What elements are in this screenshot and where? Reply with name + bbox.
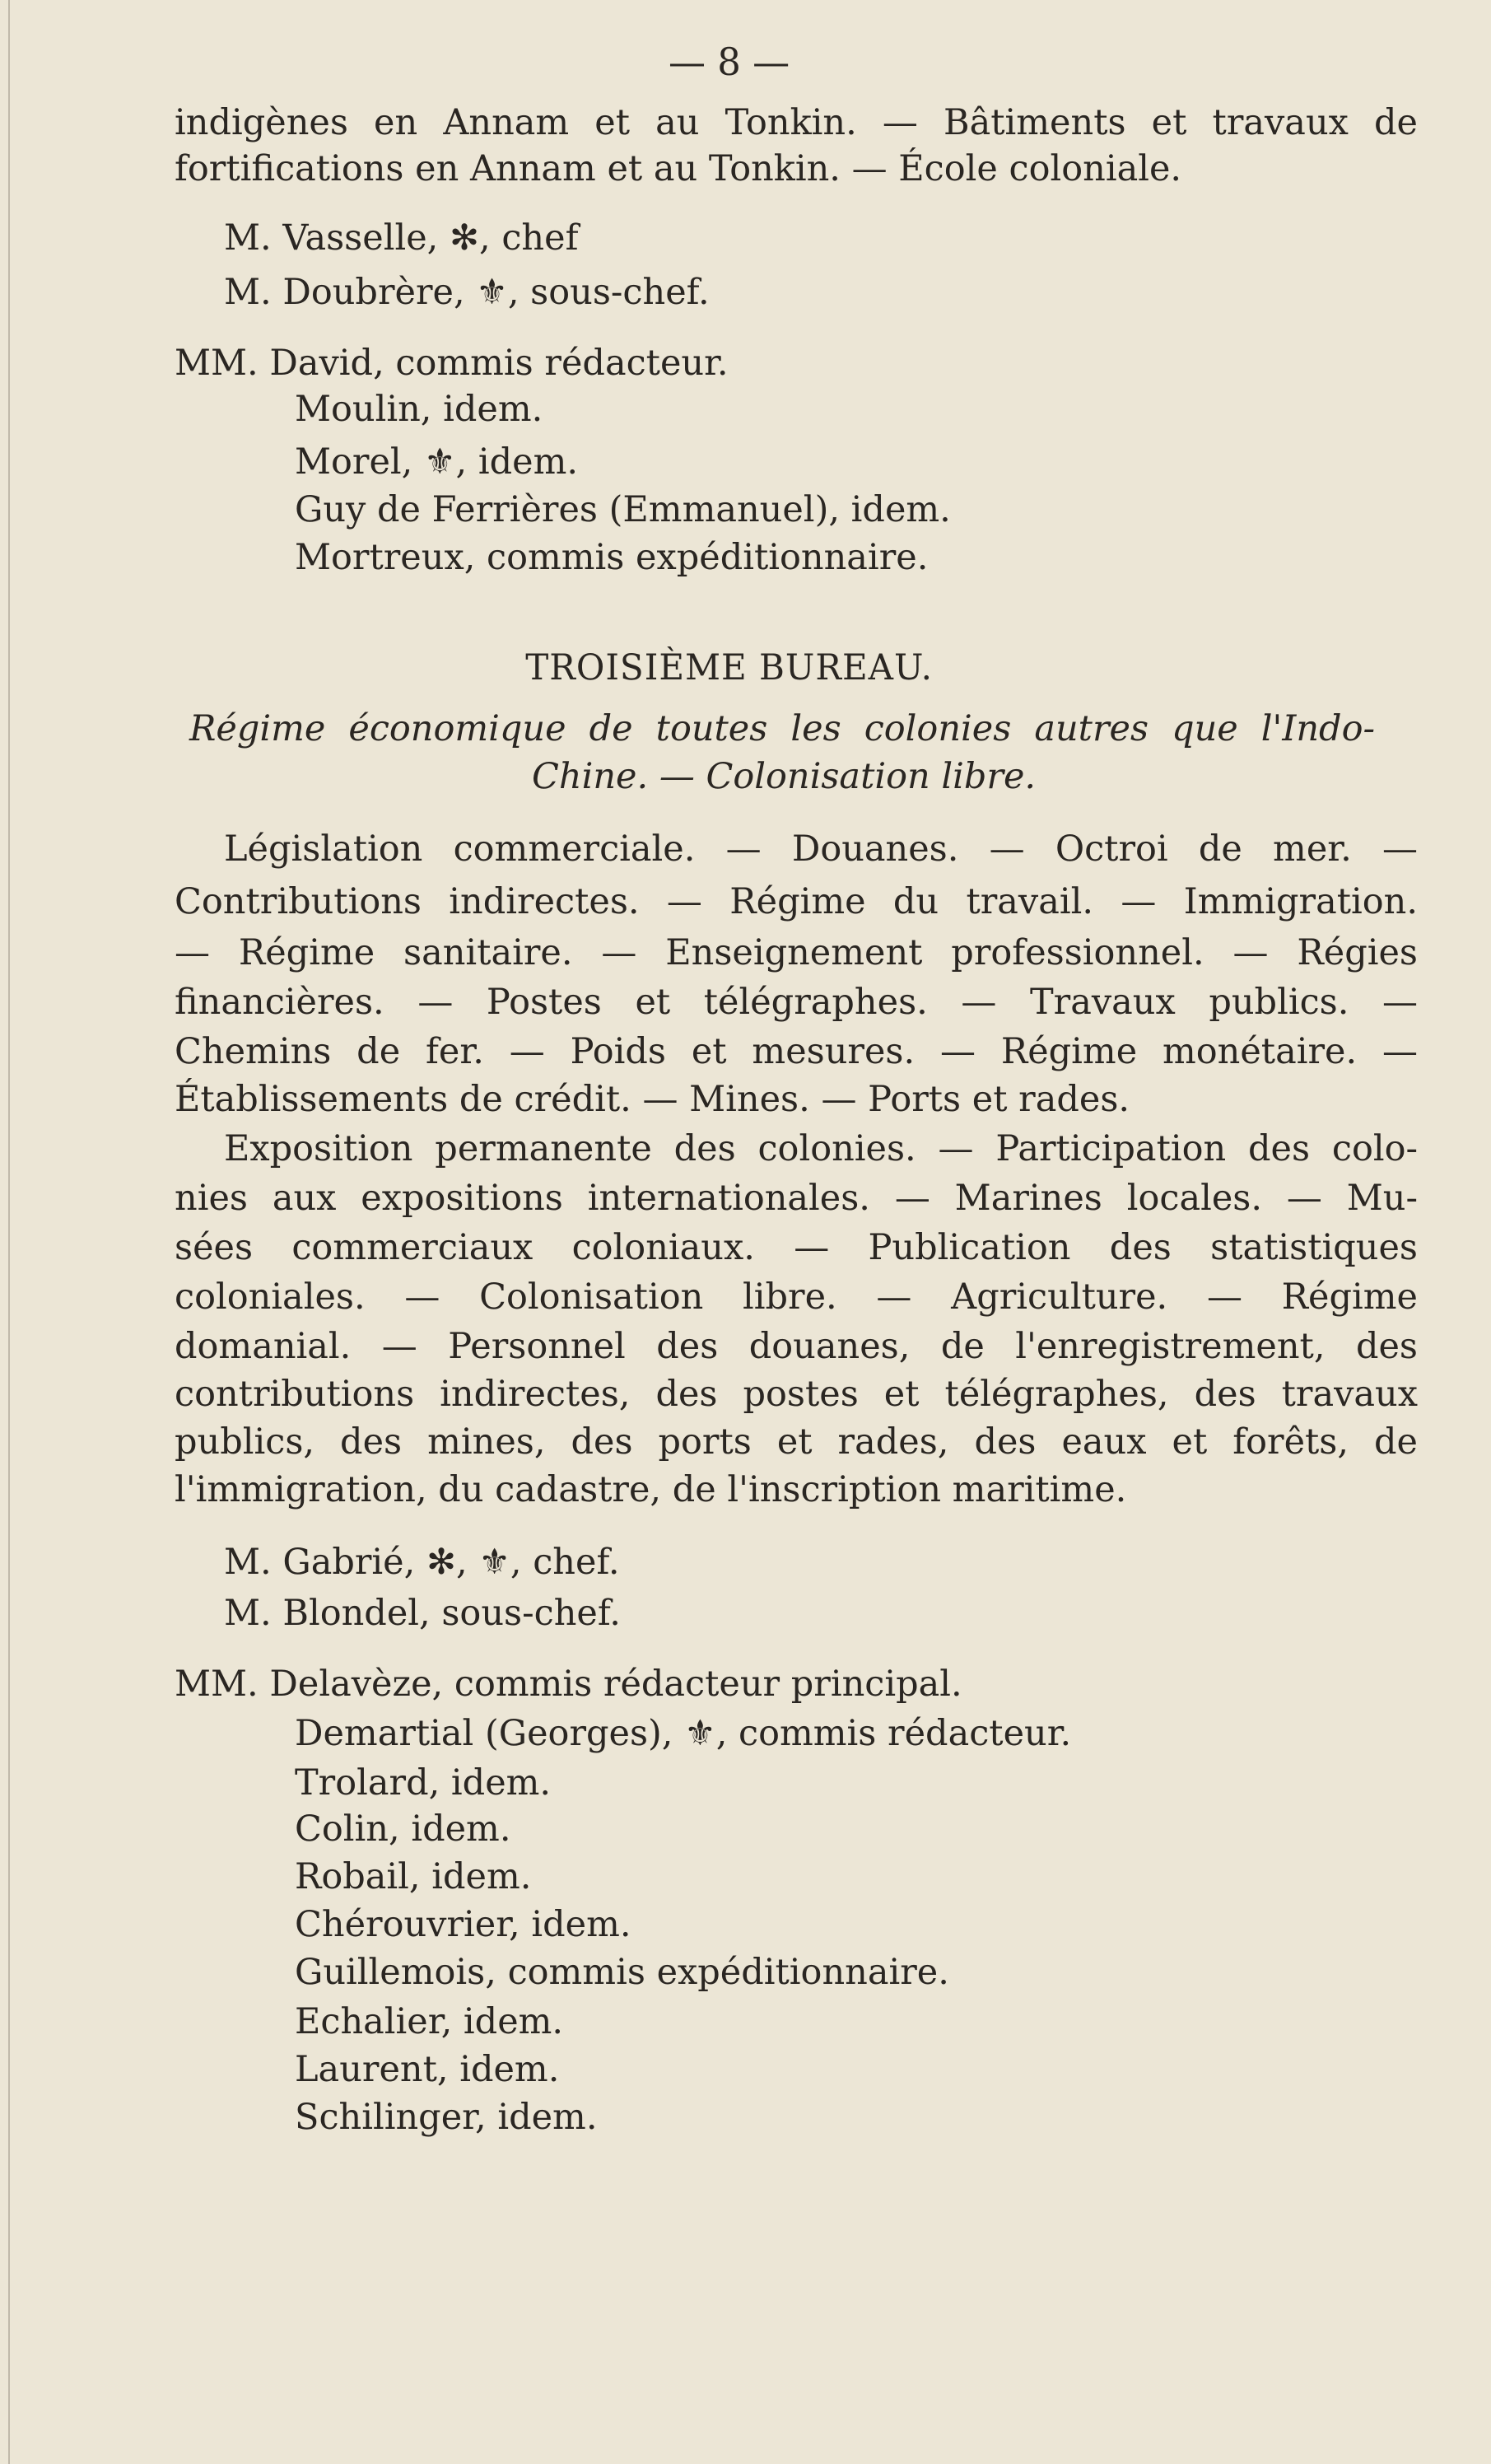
text-line: Législation commerciale. — Douanes. — Octroi de mer. — — [224, 828, 1418, 870]
text-line: l'immigration, du cadastre, de l'inscription maritime. — [175, 1469, 1127, 1510]
staff-entry: MM. David, commis rédacteur. — [175, 343, 729, 384]
text-line: coloniales. — Colonisation libre. — Agriculture. — Régime — [175, 1276, 1418, 1318]
staff-entry: Schilinger, idem. — [295, 2097, 598, 2138]
staff-entry: Morel, ⚜, idem. — [295, 441, 579, 483]
staff-entry: Trolard, idem. — [295, 1762, 552, 1804]
staff-entry: Mortreux, commis expéditionnaire. — [295, 537, 929, 578]
text-line: domanial. — Personnel des douanes, de l'enregistrement, des — [175, 1326, 1418, 1367]
text-line: contributions indirectes, des postes et télégraphes, des travaux — [175, 1374, 1418, 1415]
text-line: nies aux expositions internationales. — Marines locales. — Mu- — [175, 1178, 1418, 1219]
section-heading: TROISIÈME BUREAU. — [525, 647, 933, 688]
staff-entry: M. Vasselle, ✻, chef — [224, 217, 579, 259]
staff-entry: Demartial (Georges), ⚜, commis rédacteur. — [295, 1713, 1072, 1754]
binding-edge-line — [8, 0, 10, 2464]
page-number: — 8 — — [668, 40, 790, 84]
text-line: Établissements de crédit. — Mines. — Ports et rades. — [175, 1079, 1130, 1120]
staff-entry: Echalier, idem. — [295, 2001, 564, 2042]
text-line: sées commerciaux coloniaux. — Publication des statistiques — [175, 1227, 1418, 1268]
staff-entry: Laurent, idem. — [295, 2049, 560, 2090]
text-line: — Régime sanitaire. — Enseignement professionnel. — Régies — [175, 932, 1418, 973]
text-line: financières. — Postes et télégraphes. — Travaux publics. — — [175, 982, 1418, 1023]
text-line: Exposition permanente des colonies. — Participation des colo- — [224, 1128, 1418, 1169]
staff-entry: Guy de Ferrières (Emmanuel), idem. — [295, 489, 951, 530]
staff-entry: M. Gabrié, ✻, ⚜, chef. — [224, 1542, 620, 1583]
section-subtitle: Chine. — Colonisation libre. — [532, 756, 1037, 797]
text-line: indigènes en Annam et au Tonkin. — Bâtiments et travaux de — [175, 102, 1418, 143]
staff-entry: Chérouvrier, idem. — [295, 1904, 631, 1945]
section-subtitle: Régime économique de toutes les colonies autres que l'Indo- — [189, 708, 1375, 749]
staff-entry: Guillemois, commis expéditionnaire. — [295, 1952, 949, 1993]
text-line: Chemins de fer. — Poids et mesures. — Régime monétaire. — — [175, 1031, 1418, 1072]
text-line: Contributions indirectes. — Régime du travail. — Immigration. — [175, 881, 1418, 922]
text-line: publics, des mines, des ports et rades, des eaux et forêts, de — [175, 1421, 1418, 1463]
staff-entry: Robail, idem. — [295, 1856, 532, 1897]
staff-entry: M. Doubrère, ⚜, sous-chef. — [224, 272, 710, 313]
staff-entry: MM. Delavèze, commis rédacteur principal. — [175, 1664, 962, 1705]
staff-entry: Moulin, idem. — [295, 389, 543, 430]
text-line: fortifications en Annam et au Tonkin. — École coloniale. — [175, 148, 1182, 189]
staff-entry: M. Blondel, sous-chef. — [224, 1593, 621, 1634]
staff-entry: Colin, idem. — [295, 1808, 511, 1850]
